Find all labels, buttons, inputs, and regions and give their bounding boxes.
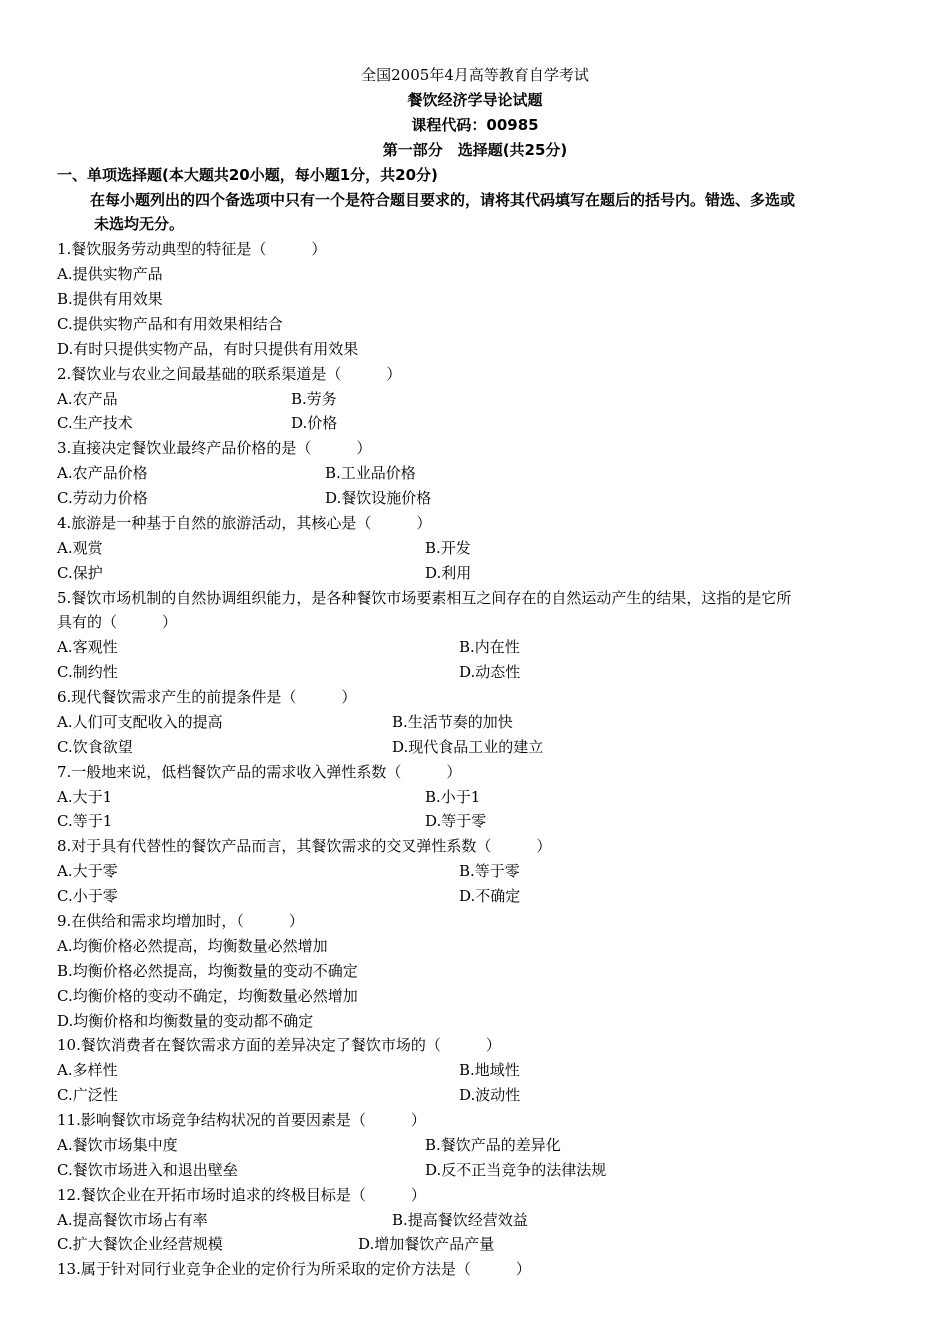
option-d: D.餐饮设施价格	[325, 489, 432, 507]
option-a: A.观赏	[57, 539, 103, 557]
option-d: D.价格	[291, 414, 338, 432]
option-c: C.生产技术	[57, 414, 133, 432]
option-b: B.地域性	[459, 1061, 520, 1079]
option-a: A.提高餐饮市场占有率	[57, 1211, 208, 1229]
option-d: D.动态性	[459, 663, 521, 681]
question-4: 4.旅游是一种基于自然的旅游活动，其核心是（ ）	[57, 514, 432, 532]
question-6: 6.现代餐饮需求产生的前提条件是（ ）	[57, 688, 357, 706]
option-a: A.农产品价格	[57, 464, 148, 482]
option-a: A.客观性	[57, 638, 118, 656]
option-c: C.餐饮市场进入和退出壁垒	[57, 1161, 238, 1179]
question-2: 2.餐饮业与农业之间最基础的联系渠道是（ ）	[57, 365, 402, 383]
option-a: A.大于零	[57, 862, 118, 880]
option-d: D.有时只提供实物产品，有时只提供有用效果	[57, 340, 359, 358]
instruction-line: 在每小题列出的四个备选项中只有一个是符合题目要求的，请将其代码填写在题后的括号内。错选、多选或	[90, 191, 796, 209]
option-b: B.提高餐饮经营效益	[392, 1211, 528, 1229]
question-11: 11.影响餐饮市场竞争结构状况的首要因素是（ ）	[57, 1111, 426, 1129]
question-7: 7.一般地来说，低档餐饮产品的需求收入弹性系数（ ）	[57, 763, 462, 781]
option-a: A.农产品	[57, 390, 118, 408]
option-c: C.劳动力价格	[57, 489, 148, 507]
option-b: B.开发	[425, 539, 471, 557]
option-c: C.等于1	[57, 812, 113, 830]
option-c: C.保护	[57, 564, 103, 582]
option-a: A.大于1	[57, 788, 113, 806]
option-c: C.饮食欲望	[57, 738, 133, 756]
question-13: 13.属于针对同行业竞争企业的定价行为所采取的定价方法是（ ）	[57, 1260, 531, 1278]
option-d: D.波动性	[459, 1086, 521, 1104]
course-code: 课程代码：00985	[411, 116, 539, 134]
option-b: B.提供有用效果	[57, 290, 163, 308]
section-heading: 一、单项选择题(本大题共20小题，每小题1分，共20分)	[57, 166, 438, 184]
option-b: B.均衡价格必然提高，均衡数量的变动不确定	[57, 962, 358, 980]
option-c: C.扩大餐饮企业经营规模	[57, 1235, 223, 1253]
option-a: A.人们可支配收入的提高	[57, 713, 223, 731]
option-a: A.多样性	[57, 1061, 118, 1079]
option-d: D.反不正当竞争的法律法规	[425, 1161, 607, 1179]
question-5: 5.餐饮市场机制的自然协调组织能力，是各种餐饮市场要素相互之间存在的自然运动产生的结果，这指的是它所	[57, 589, 792, 607]
option-b: B.等于零	[459, 862, 520, 880]
option-b: B.劳务	[291, 390, 337, 408]
option-b: B.内在性	[459, 638, 520, 656]
option-a: A.提供实物产品	[57, 265, 163, 283]
instruction-line: 未选均无分。	[94, 215, 185, 233]
option-c: C.广泛性	[57, 1086, 118, 1104]
question-1: 1.餐饮服务劳动典型的特征是（ ）	[57, 240, 327, 258]
question-12: 12.餐饮企业在开拓市场时追求的终极目标是（ ）	[57, 1186, 426, 1204]
exam-title: 餐饮经济学导论试题	[407, 91, 543, 109]
option-d: D.等于零	[425, 812, 487, 830]
option-c: C.均衡价格的变动不确定，均衡数量必然增加	[57, 987, 358, 1005]
option-d: D.不确定	[459, 887, 521, 905]
option-b: B.工业品价格	[325, 464, 416, 482]
option-b: B.生活节奏的加快	[392, 713, 513, 731]
option-d: D.现代食品工业的建立	[392, 738, 544, 756]
option-a: A.均衡价格必然提高，均衡数量必然增加	[57, 937, 328, 955]
question-5-cont: 具有的（ ）	[57, 613, 178, 631]
part-heading: 第一部分 选择题(共25分)	[382, 141, 568, 159]
question-9: 9.在供给和需求均增加时，（ ）	[57, 912, 304, 930]
question-3: 3.直接决定餐饮业最终产品价格的是（ ）	[57, 439, 372, 457]
option-b: B.餐饮产品的差异化	[425, 1136, 561, 1154]
option-d: D.均衡价格和均衡数量的变动都不确定	[57, 1012, 314, 1030]
option-b: B.小于1	[425, 788, 481, 806]
option-d: D.利用	[425, 564, 472, 582]
question-8: 8.对于具有代替性的餐饮产品而言，其餐饮需求的交叉弹性系数（ ）	[57, 837, 552, 855]
question-10: 10.餐饮消费者在餐饮需求方面的差异决定了餐饮市场的（ ）	[57, 1036, 501, 1054]
option-a: A.餐饮市场集中度	[57, 1136, 178, 1154]
option-c: C.提供实物产品和有用效果相结合	[57, 315, 283, 333]
option-d: D.增加餐饮产品产量	[358, 1235, 495, 1253]
exam-line: 全国2005年4月高等教育自学考试	[361, 66, 589, 84]
option-c: C.小于零	[57, 887, 118, 905]
option-c: C.制约性	[57, 663, 118, 681]
